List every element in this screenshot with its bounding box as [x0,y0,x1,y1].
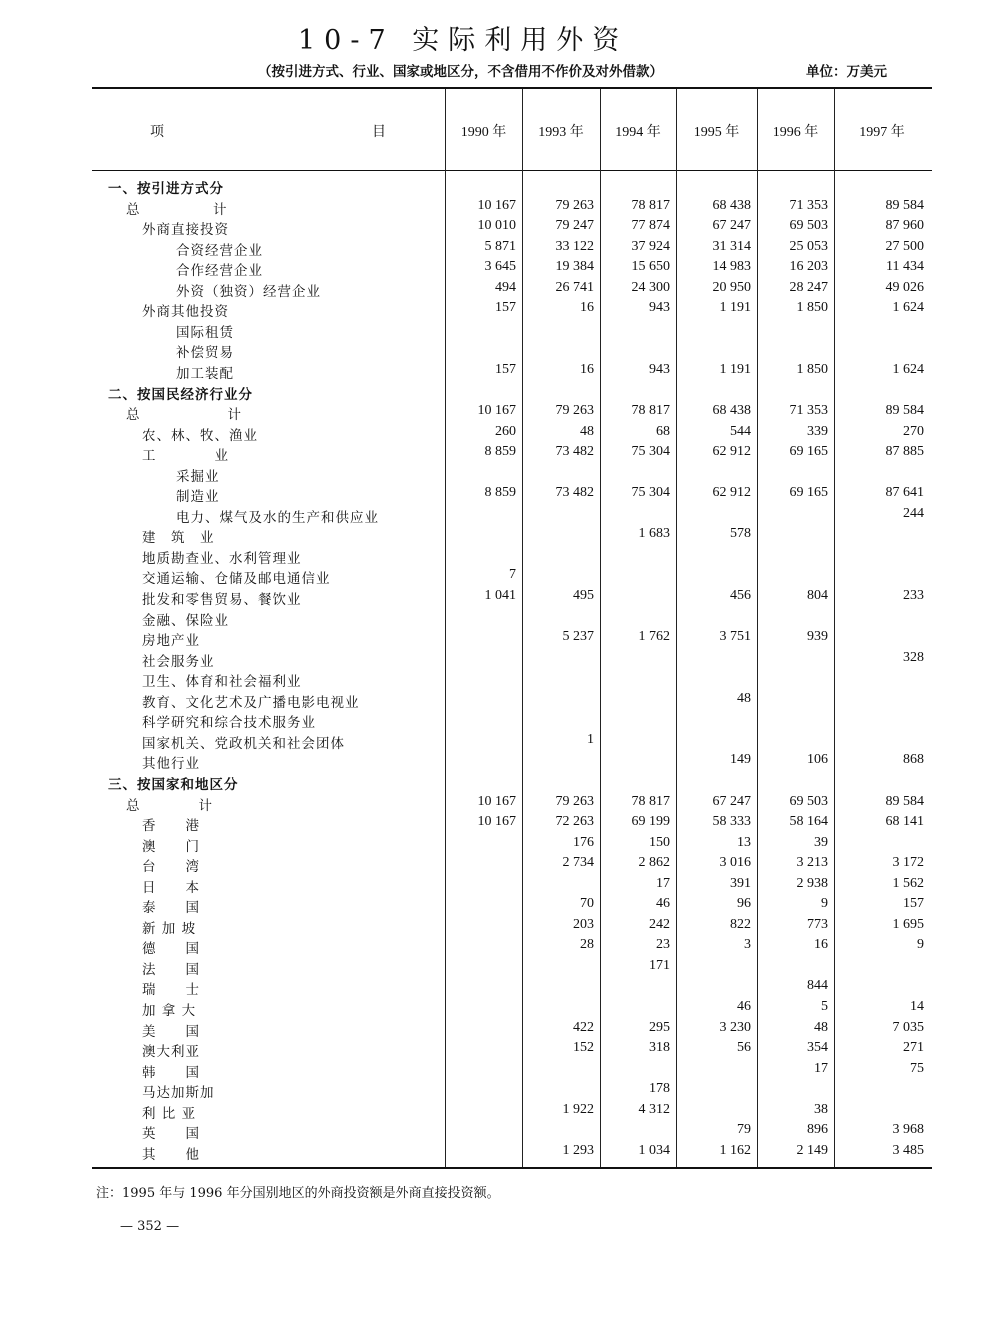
header-year: 1996 年 [772,125,819,140]
cell-value: 1 562 [892,875,924,891]
cell-value: 16 203 [789,259,828,275]
cell-value: 328 [903,649,924,665]
table-row [92,524,930,547]
row-label: 英 国 [142,1126,200,1143]
table-row [92,1120,930,1143]
cell-value: 10 010 [477,218,516,234]
table-row [92,833,930,853]
cell-value: 78 817 [631,403,670,419]
cell-value: 16 [580,361,594,377]
cell-value: 96 [737,896,751,912]
cell-value: 203 [573,916,594,932]
row-label: 教育、文化艺术及广播电影电视业 [142,694,360,711]
cell-value: 242 [649,916,670,932]
page-number: — 352 — [120,1219,180,1234]
cell-value: 495 [573,588,594,603]
row-label: 利 比 亚 [142,1105,197,1122]
cell-value: 67 247 [712,793,751,809]
cell-value: 149 [730,752,751,768]
cell-value: 868 [903,752,924,768]
cell-value: 176 [573,834,594,850]
table-row [92,648,930,668]
table-row [92,483,930,506]
row-label: 瑞 士 [142,982,200,999]
cell-value: 23 [656,937,670,953]
cell-value: 578 [730,526,751,542]
cell-value: 39 [814,834,828,850]
page-title: 10-7 实际利用外资 [298,25,629,56]
table-row [92,257,930,280]
cell-value: 271 [903,1040,924,1056]
cell-value: 49 026 [885,279,924,295]
header-year: 1995 年 [693,125,740,140]
cell-value: 73 482 [555,444,594,460]
row-label: 韩 国 [142,1064,200,1081]
cell-value: 33 122 [555,238,594,254]
row-label: 房地产业 [142,633,200,650]
cell-value: 1 041 [484,588,516,603]
table-row [92,689,930,709]
cell-value: 46 [737,999,751,1014]
row-label: 日 本 [142,879,200,896]
table-top-rule [92,87,932,89]
cell-value: 295 [649,1019,670,1035]
table-row [92,565,930,588]
section-row [92,771,930,791]
cell-value: 68 438 [712,403,751,419]
cell-value: 31 314 [712,238,751,254]
table-row [92,607,930,627]
cell-value: 79 247 [555,218,594,234]
table-row [92,812,930,835]
cell-value: 3 [744,937,751,953]
table-row [92,874,930,894]
cell-value: 844 [807,978,828,994]
cell-value: 9 [917,937,924,953]
cell-value: 773 [807,916,828,932]
cell-value: 171 [649,957,670,973]
cell-value: 391 [730,875,751,891]
cell-value: 2 149 [796,1142,828,1158]
row-label: 合作经营企业 [176,263,263,280]
table-row [92,545,930,565]
cell-value: 157 [495,300,516,316]
table-row [92,360,930,380]
table-row [92,586,930,606]
cell-value: 157 [495,361,516,377]
cell-value: 37 924 [631,238,670,254]
row-label: 外资（独资）经营企业 [176,283,321,300]
cell-value: 68 141 [885,814,924,830]
table-row [92,196,930,216]
cell-value: 11 434 [886,259,924,275]
table-row [92,709,930,732]
table-row [92,935,930,958]
table-row [92,853,930,876]
row-label: 科学研究和综合技术服务业 [142,715,316,732]
cell-value: 3 230 [719,1019,751,1035]
cell-value: 106 [807,752,828,768]
cell-value: 58 333 [712,814,751,830]
row-label: 加工装配 [176,365,234,382]
row-label: 采掘业 [176,468,220,485]
table-row [92,504,930,524]
row-label: 农、林、牧、渔业 [142,427,258,444]
section-row [92,175,930,195]
section-row [92,381,930,401]
cell-value: 354 [807,1040,828,1056]
cell-value: 896 [807,1122,828,1138]
cell-value: 15 650 [631,259,670,275]
cell-value: 5 237 [562,629,594,645]
row-label: 法 国 [142,961,200,978]
table-row [92,1018,930,1038]
unit-label: 单位：万美元 [806,64,887,80]
cell-value: 339 [807,423,828,439]
cell-value: 68 [656,423,670,439]
cell-value: 71 353 [789,197,828,213]
cell-value: 9 [821,896,828,912]
cell-value: 3 485 [892,1142,924,1158]
table-row [92,976,930,999]
footnote: 注：1995 年与 1996 年分国别地区的外商投资额是外商直接投资额。 [96,1186,500,1201]
cell-value: 87 641 [885,485,924,501]
cell-value: 3 645 [484,259,516,275]
row-label: 外商其他投资 [142,304,229,321]
cell-value: 69 503 [789,218,828,234]
cell-value: 10 167 [477,814,516,830]
table-row [92,1038,930,1061]
cell-value: 5 [821,999,828,1014]
row-label: 三、按国家和地区分 [108,776,239,793]
cell-value: 48 [580,423,594,439]
cell-value: 46 [656,896,670,912]
row-label: 交通运输、仓储及邮电通信业 [142,571,331,588]
cell-value: 38 [814,1101,828,1117]
row-label: 国家机关、党政机关和社会团体 [142,735,345,752]
cell-value: 89 584 [885,197,924,213]
table-row [92,237,930,257]
cell-value: 5 871 [484,238,516,254]
cell-value: 87 885 [885,444,924,460]
row-label: 一、按引进方式分 [108,181,224,197]
cell-value: 260 [495,423,516,439]
header-item-right: 目 [372,125,386,140]
cell-value: 2 938 [796,875,828,891]
cell-value: 7 [509,567,516,583]
cell-value: 20 950 [712,279,751,295]
cell-value: 456 [730,588,751,603]
cell-value: 939 [807,629,828,645]
table-row [92,1079,930,1102]
cell-value: 233 [903,588,924,603]
cell-value: 1 [587,731,594,747]
cell-value: 67 247 [712,218,751,234]
row-label: 澳 门 [142,838,200,855]
cell-value: 75 304 [631,485,670,501]
row-label: 社会服务业 [142,653,215,670]
row-label: 加 拿 大 [142,1003,197,1019]
cell-value: 150 [649,834,670,850]
table-row [92,627,930,650]
table-row [92,278,930,298]
row-label: 批发和零售贸易、餐饮业 [142,592,302,608]
table-row [92,422,930,442]
table-row [92,750,930,773]
table-row [92,956,930,976]
cell-value: 10 167 [477,197,516,213]
row-label: 总 计 [126,407,242,424]
row-label: 马达加斯加 [142,1085,215,1102]
table-row [92,668,930,691]
cell-value: 1 293 [562,1142,594,1158]
cell-value: 69 165 [789,485,828,501]
cell-value: 1 850 [796,300,828,316]
cell-value: 4 312 [638,1101,670,1117]
table-row [92,997,930,1017]
cell-value: 48 [814,1019,828,1035]
table-row [92,401,930,424]
cell-value: 1 683 [638,526,670,542]
cell-value: 69 199 [631,814,670,830]
cell-value: 1 624 [892,361,924,377]
row-label: 合资经营企业 [176,242,263,259]
cell-value: 1 191 [719,300,751,316]
row-label: 澳大利亚 [142,1044,200,1061]
row-label: 建 筑 业 [142,530,215,547]
cell-value: 68 438 [712,197,751,213]
cell-value: 25 053 [789,238,828,254]
cell-value: 16 [814,937,828,953]
cell-value: 48 [737,690,751,706]
header-year: 1993 年 [538,125,584,140]
cell-value: 152 [573,1040,594,1056]
cell-value: 804 [807,588,828,603]
cell-value: 244 [903,505,924,521]
row-label: 电力、煤气及水的生产和供应业 [176,509,379,526]
cell-value: 10 167 [477,403,516,419]
cell-value: 1 034 [638,1142,670,1158]
header-item-left: 项 [150,125,164,140]
row-label: 泰 国 [142,900,200,917]
cell-value: 79 263 [555,403,594,419]
subtitle: （按引进方式、行业、国家或地区分，不含借用不作价及对外借款） [258,64,663,80]
cell-value: 71 353 [789,403,828,419]
cell-value: 1 624 [892,300,924,316]
cell-value: 8 859 [484,485,516,501]
cell-value: 62 912 [712,444,751,460]
cell-value: 79 263 [555,197,594,213]
table-row [92,463,930,483]
cell-value: 78 817 [631,197,670,213]
cell-value: 1 191 [719,361,751,377]
row-label: 台 湾 [142,859,200,876]
row-label: 补偿贸易 [176,345,234,362]
row-label: 二、按国民经济行业分 [108,386,253,403]
row-label: 国际租赁 [176,324,234,341]
cell-value: 17 [656,875,670,891]
cell-value: 157 [903,896,924,912]
row-label: 香 港 [142,818,200,835]
cell-value: 24 300 [631,279,670,295]
cell-value: 14 983 [712,259,751,275]
cell-value: 7 035 [892,1019,924,1035]
cell-value: 89 584 [885,403,924,419]
cell-value: 2 734 [562,855,594,871]
cell-value: 78 817 [631,793,670,809]
cell-value: 62 912 [712,485,751,501]
cell-value: 72 263 [555,814,594,830]
cell-value: 822 [730,916,751,932]
table-bottom-rule [92,1167,932,1169]
cell-value: 70 [580,896,594,912]
cell-value: 8 859 [484,444,516,460]
table-row [92,1100,930,1120]
cell-value: 69 503 [789,793,828,809]
cell-value: 3 751 [719,629,751,645]
table-row [92,792,930,812]
cell-value: 3 172 [892,855,924,871]
cell-value: 943 [649,361,670,377]
cell-value: 77 874 [631,218,670,234]
cell-value: 3 016 [719,855,751,871]
row-label: 外商直接投资 [142,222,229,239]
header-year: 1990 年 [460,125,507,140]
cell-value: 13 [737,834,751,850]
cell-value: 79 263 [555,793,594,809]
cell-value: 270 [903,423,924,439]
header-rule [92,170,932,171]
cell-value: 28 247 [789,279,828,295]
cell-value: 75 [910,1060,924,1076]
row-label: 制造业 [176,489,220,506]
row-label: 卫生、体育和社会福利业 [142,674,302,691]
row-label: 地质勘查业、水利管理业 [142,550,302,567]
cell-value: 544 [730,423,751,439]
cell-value: 1 850 [796,361,828,377]
table-row [92,915,930,935]
cell-value: 178 [649,1081,670,1097]
cell-value: 17 [814,1060,828,1076]
table-row [92,319,930,339]
cell-value: 1 922 [562,1101,594,1117]
table-row [92,1141,930,1161]
cell-value: 3 968 [892,1122,924,1138]
row-label: 其 他 [142,1146,200,1163]
row-label: 金融、保险业 [142,612,229,629]
cell-value: 422 [573,1019,594,1035]
cell-value: 1 695 [892,916,924,932]
table-row [92,442,930,465]
cell-value: 73 482 [555,485,594,501]
header-year: 1994 年 [615,125,661,140]
cell-value: 26 741 [555,279,594,295]
table-row [92,339,930,362]
table-row [92,894,930,917]
row-label: 美 国 [142,1023,200,1040]
row-label: 总 计 [126,201,228,218]
cell-value: 1 162 [719,1142,751,1158]
cell-value: 27 500 [885,238,924,254]
table-row [92,730,930,750]
cell-value: 1 762 [638,629,670,645]
table-row [92,216,930,239]
row-label: 工 业 [142,448,229,465]
row-label: 总 计 [126,797,213,814]
cell-value: 56 [737,1040,751,1056]
table-row [92,298,930,321]
header-year: 1997 年 [859,125,905,140]
cell-value: 58 164 [789,814,828,830]
cell-value: 16 [580,300,594,316]
cell-value: 89 584 [885,793,924,809]
cell-value: 14 [910,999,924,1014]
cell-value: 2 862 [638,855,670,871]
cell-value: 943 [649,300,670,316]
row-label: 新 加 坡 [142,920,197,937]
cell-value: 19 384 [555,259,594,275]
table-row [92,1059,930,1079]
cell-value: 69 165 [789,444,828,460]
cell-value: 87 960 [885,218,924,234]
cell-value: 79 [737,1122,751,1138]
row-label: 其他行业 [142,756,200,773]
cell-value: 28 [580,937,594,953]
cell-value: 3 213 [796,855,828,871]
cell-value: 10 167 [477,793,516,809]
cell-value: 75 304 [631,444,670,460]
row-label: 德 国 [142,941,200,958]
cell-value: 318 [649,1040,670,1056]
cell-value: 494 [495,279,516,295]
